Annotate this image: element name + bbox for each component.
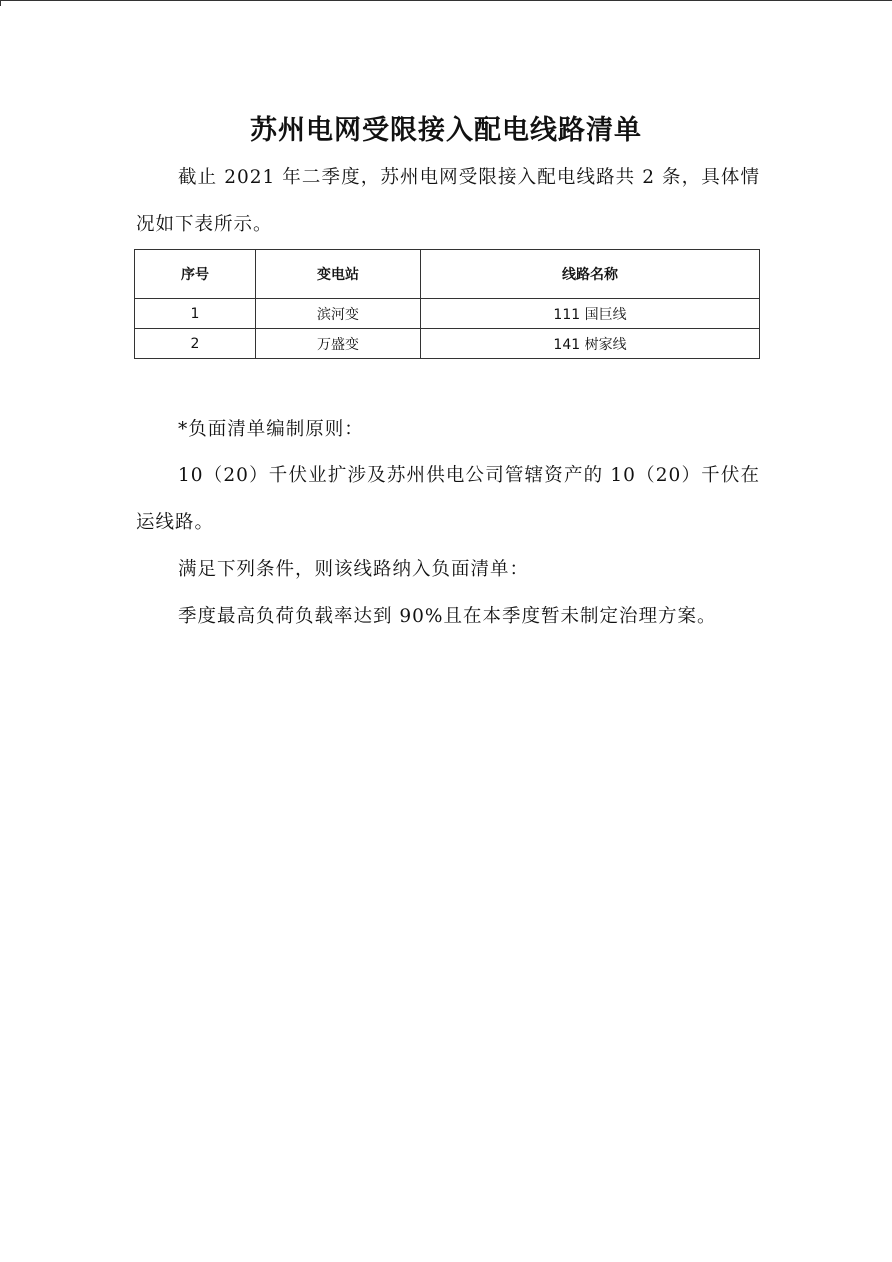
cell-substation: 万盛变 <box>256 329 421 359</box>
cell-line-name: 111 国巨线 <box>421 299 760 329</box>
document-title: 苏州电网受限接入配电线路清单 <box>250 115 642 146</box>
intro-paragraph: 截止 2021 年二季度，苏州电网受限接入配电线路共 2 条，具体情况如下表所示。 <box>136 167 760 235</box>
header-line-name: 线路名称 <box>421 250 760 299</box>
principle-heading: *负面清单编制原则： <box>178 419 364 440</box>
principle-scope-paragraph: 10（20）千伏业扩涉及苏州供电公司管辖资产的 10（20）千伏在运线路。 <box>136 465 760 533</box>
cell-line-name: 141 树家线 <box>421 329 760 359</box>
page-top-border <box>0 0 892 1</box>
condition-paragraph: 季度最高负荷负载率达到 90%且在本季度暂未制定治理方案。 <box>178 606 717 627</box>
restricted-lines-table <box>134 249 760 359</box>
table-header-row <box>135 250 760 299</box>
table-row <box>135 299 760 329</box>
page-corner-mark <box>0 0 1 6</box>
cell-serial-number: 2 <box>135 329 256 359</box>
condition-heading: 满足下列条件，则该线路纳入负面清单： <box>178 559 530 580</box>
cell-substation: 滨河变 <box>256 299 421 329</box>
cell-serial-number: 1 <box>135 299 256 329</box>
header-serial-number: 序号 <box>135 250 256 299</box>
table-row <box>135 329 760 359</box>
header-substation: 变电站 <box>256 250 421 299</box>
